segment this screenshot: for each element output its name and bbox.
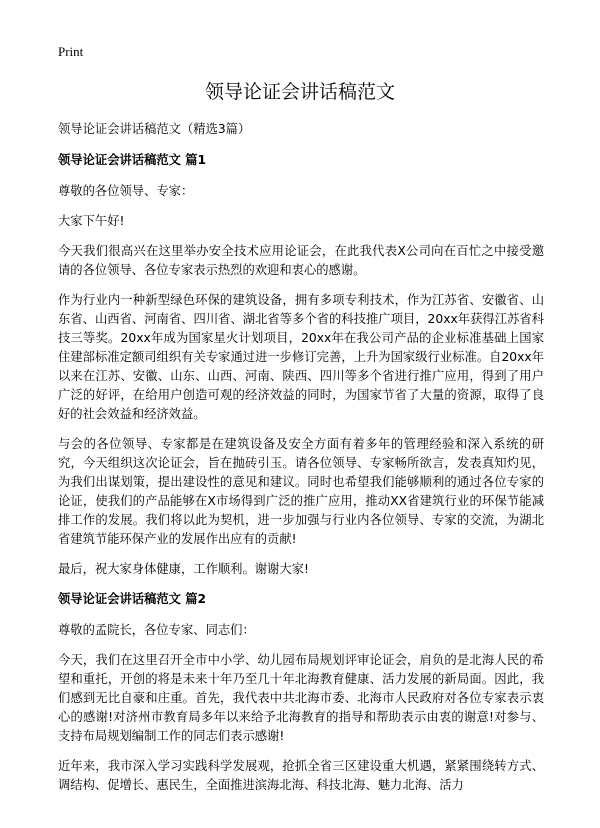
greeting-1: 尊敬的各位领导、专家： (58, 184, 194, 198)
paragraph-2-1: 今天，我们在这里召开全市中小学、幼儿园布局规划评审论证会，肩负的是北海人民的希望和重托，开创的将是未来十年乃至几十年北海教育健康、活力发展的新局面。因此，我们感到无比自豪和庄重。首先，我代表中共北海市委、北海市人民政府对各位专家表示衷心的感谢!对济州市教育局多年以来给予北海教育的指导和帮助表示由衷的谢意!对参与、支持布局规划编制工作的同志们表示感谢! (58, 653, 544, 743)
closing-1: 最后，祝大家身体健康，工作顺利。谢谢大家! (58, 562, 309, 576)
section-heading-1: 领导论证会讲话稿范文 篇1 (58, 153, 207, 167)
section-heading-2: 领导论证会讲话稿范文 篇2 (58, 592, 207, 606)
page-title: 领导论证会讲话稿范文 (204, 81, 395, 103)
paragraph-1-2: 作为行业内一种新型绿色环保的建筑设备，拥有多项专利技术，作为江苏省、安徽省、山东省、山西省、河南省、四川省、湖北省等多个省的科技推广项目，20xx年获得江苏省科技三等奖。20xx年成为国家星火计划项目，20xx年在我公司产品的企业标准基础上国家住建部标准定额司组织有关专家通过进一步修订完善，上升为国家级行业标准。自20xx年以来在江苏、安徽、山东、山西、河南、陕西、四川等多个省进行推广应用，得到了用户广泛的好评，在给用户创造可观的经济效益的同时，为国家节省了大量的资源，取得了良好的社会效益和经济效益。 (58, 293, 544, 421)
paragraph-1-1: 今天我们很高兴在这里举办安全技术应用论证会，在此我代表X公司向在百忙之中接受邀请的各位领导、各位专家表示热烈的欢迎和衷心的感谢。 (58, 244, 544, 277)
greeting-2: 尊敬的孟院长，各位专家、同志们： (58, 623, 255, 637)
print-label: Print (58, 44, 84, 59)
paragraph-2-2: 近年来，我市深入学习实践科学发展观，抢抓全省三区建设重大机遇，紧紧围绕转方式、调结构、促增长、惠民生，全面推进滨海北海、科技北海、魅力北海、活力 (58, 759, 544, 792)
paragraph-1-3: 与会的各位领导、专家都是在建筑设备及安全方面有着多年的管理经验和深入系统的研究，今天组织这次论证会，旨在抛砖引玉。请各位领导、专家畅所欲言，发表真知灼见，为我们出谋划策，提出建设性的意见和建议。同时也希望我们能够顺利的通过各位专家的论证，使我们的产品能够在X市场得到广泛的推广应用，推动XX省建筑行业的环保节能减排工作的发展。我们将以此为契机，进一步加强与行业内各位领导、专家的交流，为湖北省建筑节能环保产业的发展作出应有的贡献! (58, 437, 544, 546)
salute-1: 大家下午好! (58, 214, 125, 228)
document-subtitle: 领导论证会讲话稿范文（精选3篇） (58, 122, 251, 136)
document-body (58, 120, 544, 806)
